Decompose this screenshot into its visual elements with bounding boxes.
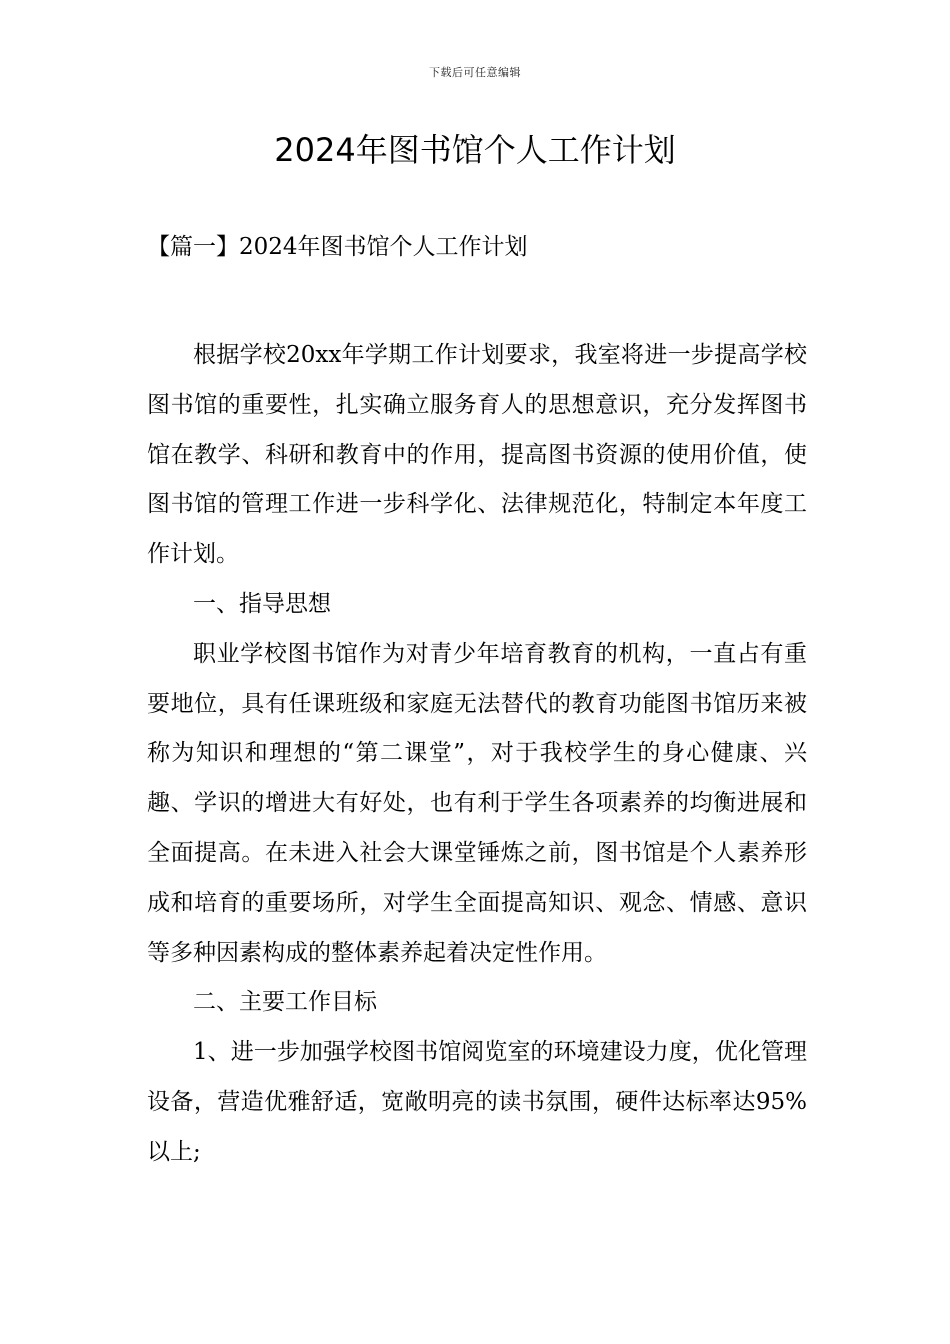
paragraph-guiding-thought: 职业学校图书馆作为对青少年培育教育的机构，一直占有重要地位，具有任课班级和家庭无法替代的教育功能图书馆历来被称为知识和理想的“第二课堂”，对于我校学生的身心健康、兴趣、学识的增进大有好处，也有利于学生各项素养的均衡进展和全面提高。在未进入社会大课堂锤炼之前，图书馆是个人素养形成和培育的重要场所，对学生全面提高知识、观念、情感、意识等多种因素构成的整体素养起着决定性作用。 xyxy=(147,640,807,966)
section-heading: 【篇一】2024年图书馆个人工作计划 xyxy=(147,234,528,260)
heading-main-goals: 二、主要工作目标 xyxy=(193,989,377,1016)
header-note: 下载后可任意编辑 xyxy=(429,66,521,79)
paragraph-goal-1: 1、进一步加强学校图书馆阅览室的环境建设力度，优化管理设备，营造优雅舒适，宽敞明亮的读书氛围，硬件达标率达95%以上; xyxy=(147,1039,807,1165)
heading-guiding-thought: 一、指导思想 xyxy=(193,590,331,617)
document-title: 2024年图书馆个人工作计划 xyxy=(274,131,676,169)
paragraph-intro: 根据学校20xx年学期工作计划要求，我室将进一步提高学校图书馆的重要性，扎实确立服务育人的思想意识，充分发挥图书馆在教学、科研和教育中的作用，提高图书资源的使用价值，使图书馆的管理工作进一步科学化、法律规范化，特制定本年度工作计划。 xyxy=(147,342,807,568)
document-body xyxy=(147,331,807,1178)
